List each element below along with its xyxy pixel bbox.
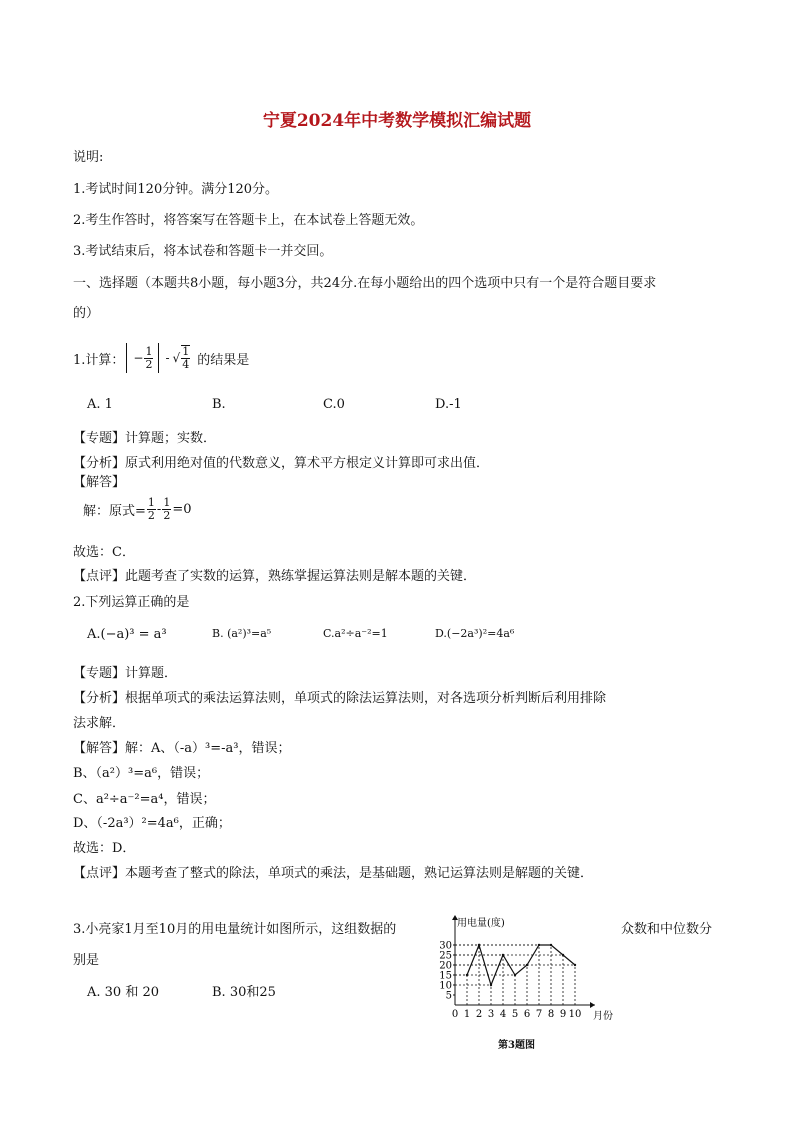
instruction-item: 2.考生作答时，将答案写在答题卡上，在本试卷上答题无效。 [73,213,424,228]
page-title: 宁夏2024年中考数学模拟汇编试题 [262,111,532,131]
q2-option-c: C.a²÷a⁻²=1 [323,627,388,640]
x-tick-label: 4 [499,1009,507,1020]
q1-option-a: A. 1 [87,397,113,412]
x-tick-label: 6 [523,1009,531,1020]
q2-comment: 【点评】本题考查了整式的除法，单项式的乘法，是基础题，熟记运算法则是解题的关键． [73,866,594,881]
q1-comment: 【点评】此题考查了实数的运算，熟练掌握运算法则是解本题的关键． [73,569,477,584]
section-heading: 一、选择题（本题共8小题，每小题3分，共24分.在每小题给出的四个选项中只有一个是符合题目要求 [73,276,657,291]
y-tick-label: 15 [439,970,452,982]
data-point [574,964,576,966]
q1-option-d: D.-1 [435,397,462,412]
q2-analysis-cont: 法求解． [73,716,126,731]
question-3-stem-cont: 众数和中位数分 [621,922,713,937]
q3-option-b: B. 30和25 [212,985,276,1000]
q2-analysis: 【分析】根据单项式的乘法运算法则，单项式的除法运算法则，对各选项分析判断后利用排除 [73,691,607,706]
y-tick-label: 5 [445,990,452,1002]
q2-option-d: D.(−2a³)²=4a⁶ [435,627,515,640]
y-tick-label: 20 [439,960,452,972]
data-point [538,944,540,946]
y-tick-label: 30 [439,940,452,952]
x-tick-label: 2 [475,1009,483,1020]
q1-topic: 【专题】计算题；实数． [73,431,217,446]
data-point [550,944,552,946]
x-tick-label: 3 [487,1009,495,1020]
data-point [514,974,516,976]
question-2-stem: 2.下列运算正确的是 [73,595,190,610]
q1-solution: 解：原式= $\frac{1}{2}$ - $\frac{1}{2}$ =0 [83,496,192,522]
question-1-suffix: 的结果是 [197,352,250,368]
chart-caption: 第3题图 [498,1040,535,1051]
q2-option-b: B. (a²)³=a⁵ [212,627,272,640]
q1-choice: 故选：C． [73,545,135,560]
data-point [526,964,528,966]
instruction-item: 3.考试结束后，将本试卷和答题卡一并交回。 [73,244,333,259]
x-tick-label: 9 [559,1009,567,1020]
x-axis-label: 月份 [593,1011,613,1022]
data-point [502,954,504,956]
abs-expression: − $\frac{1}{2}$ - √ $\frac{1}{4}$ [124,343,191,373]
x-tick-label: 7 [535,1009,543,1020]
x-tick-label: 0 [451,1009,459,1020]
x-tick-label: 10 [568,1009,582,1020]
instructions-heading: 说明: [73,150,104,165]
data-point [490,984,492,986]
q3-option-a: A. 30 和 20 [87,985,160,1000]
q1-option-b: B. [212,397,226,412]
x-tick-label: 1 [463,1009,471,1020]
question-3-stem: 3.小亮家1月至10月的用电量统计如图所示，这组数据的 [73,922,397,937]
usage-line-chart [430,912,613,1030]
question-1-stem [73,338,249,378]
data-point [478,944,480,946]
q1-option-c: C.0 [323,397,345,412]
q1-answer-heading: 【解答】 [73,475,126,490]
q2-topic: 【专题】计算题． [73,666,178,681]
instruction-item: 1.考试时间120分钟。满分120分。 [73,182,279,197]
q2-choice: 故选：D． [73,841,136,856]
data-point [466,974,468,976]
q1-analysis: 【分析】原式利用绝对值的代数意义，算术平方根定义计算即可求出值． [73,456,490,471]
x-axis-arrow [590,1002,595,1008]
question-3-stem-line2: 别是 [73,953,100,968]
section-heading-cont: 的） [73,306,100,321]
x-tick-label: 8 [547,1009,555,1020]
data-point [562,954,564,956]
q2-option-a: A.(−a)³ = a³ [87,627,167,642]
q2-option-c-analysis: C、a²÷a⁻²=a⁴，错误； [73,792,216,807]
x-tick-label: 5 [511,1009,519,1020]
q2-option-d-analysis: D、（-2a³）²=4a⁶，正确； [73,816,231,831]
q2-option-b-analysis: B、（a²）³=a⁶，错误； [73,766,210,781]
q2-answer: 【解答】解：A、（-a）³=-a³，错误； [73,741,291,756]
y-axis-label: 用电量(度) [457,918,505,929]
y-tick-label: 25 [439,950,452,962]
y-tick-label: 10 [439,980,452,992]
question-1-prefix: 1.计算： [73,352,125,368]
